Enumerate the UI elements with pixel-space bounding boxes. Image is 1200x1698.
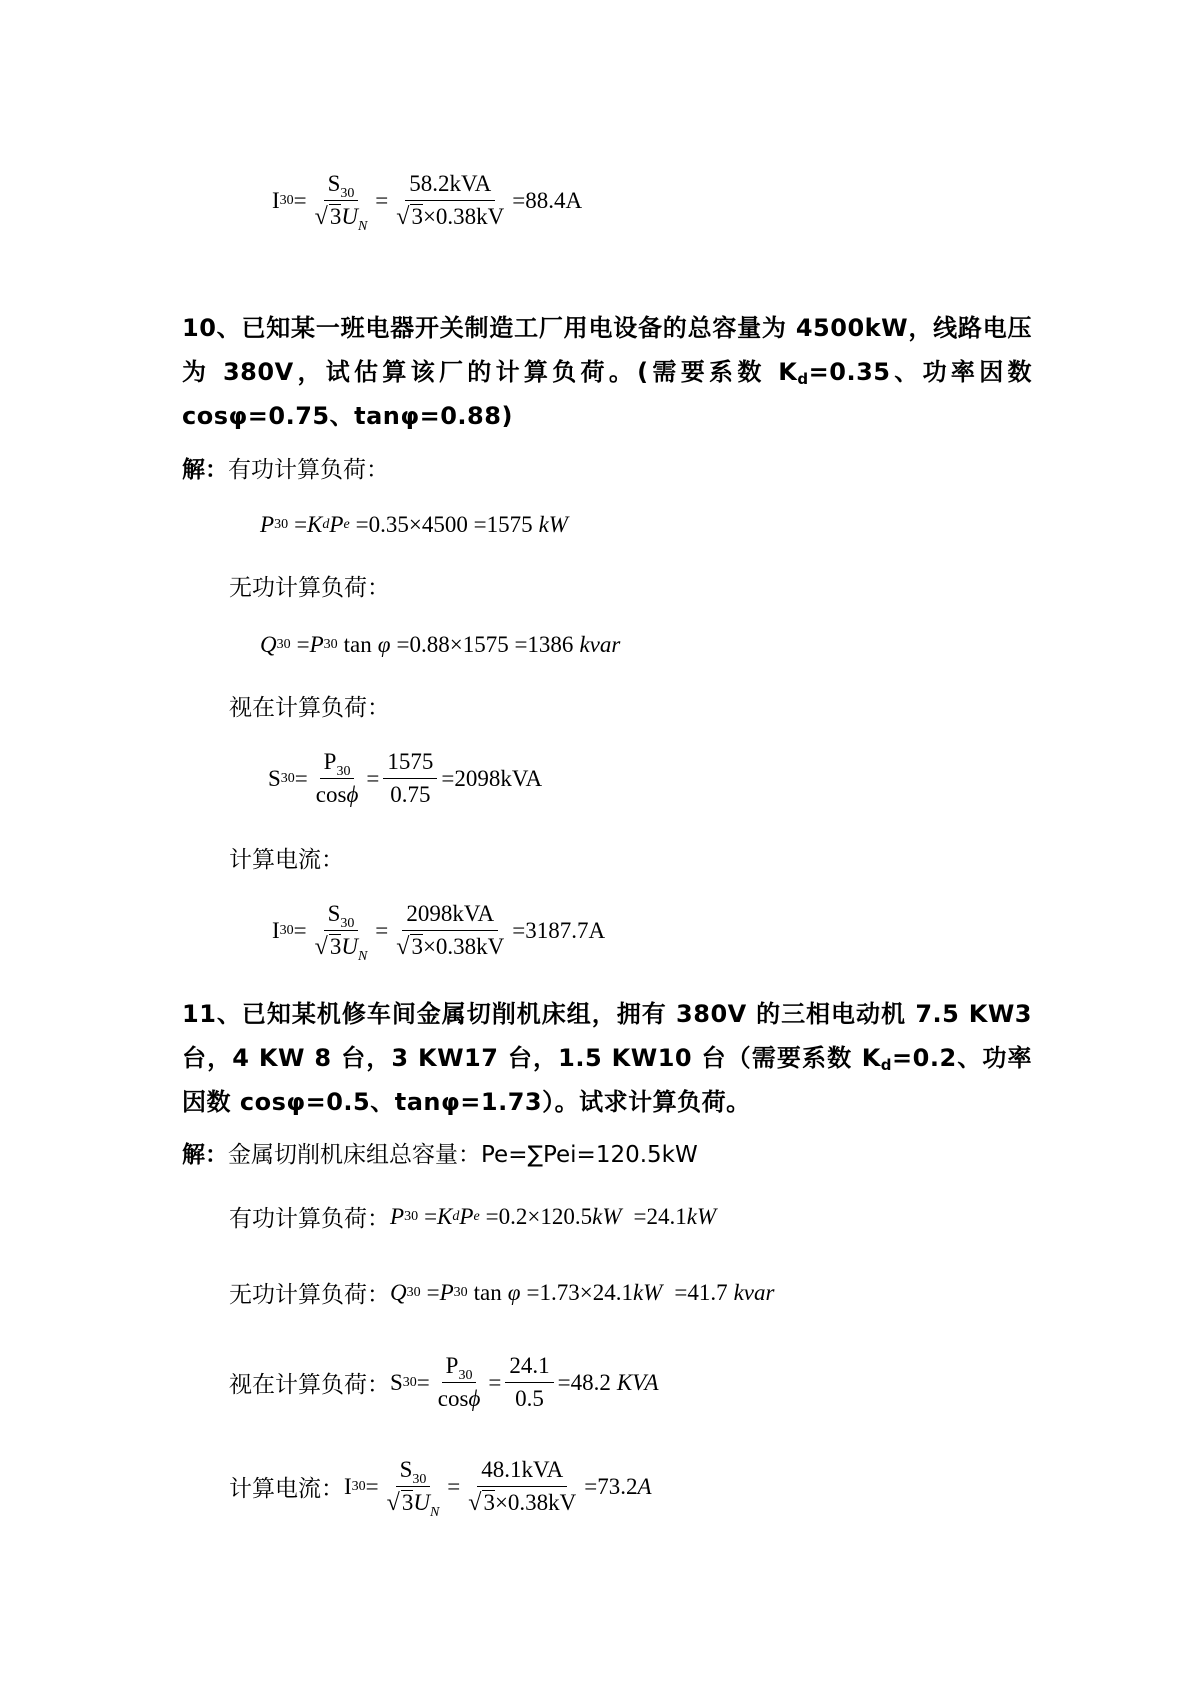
p10-apparent-label: 视在计算负荷： — [229, 695, 390, 721]
p11-active-load-equation: 有功计算负荷： P 30 = K d P e =0.2×120.5 kW =24.1 kW — [229, 1203, 717, 1232]
p10-reactive-label: 无功计算负荷： — [229, 575, 390, 601]
fraction: $\frac{P_{30}}{\cos\phi}$ — [315, 749, 359, 807]
top-current-equation: I 30 = $S_{30}$ √ 3 $U_N$ = 58.2kVA √ 3 ×0.38kV =88.4A — [272, 171, 583, 234]
problem-10-text: 10、已知某一班电器开关制造工厂用电设备的总容量为 4500kW，线路电压为 380V，试估算该厂的计算负荷。(需要系数 $K_d=0.35$、功率因数 cosφ=0.75、tanφ=0.88) — [182, 314, 1032, 430]
problem-11-solution-line: 解：金属切削机床组总容量：Pe=∑Pei=120.5kW — [182, 1142, 698, 1168]
p11-reactive-load-equation: 无功计算负荷： Q 30 = P 30 tan φ =1.73×24.1 kW =41.7 kvar — [229, 1279, 775, 1308]
fraction: 2098kVA √ 3 ×0.38kV — [396, 901, 505, 960]
problem-11-text: 11、已知某机修车间金属切削机床组，拥有 380V 的三相电动机 7.5 KW3 台，4 KW 8 台，3 KW17 台，1.5 KW10 台（需要系数 $K_d=0.2$、功率因数 cosφ=0.5、tanφ=1.73）。试求计算负荷。 — [182, 1000, 1033, 1116]
p10-reactive-load-equation: Q 30 = P 30 tan φ =0.88×1575 =1386 kvar — [260, 632, 621, 657]
p10-current-equation: I 30 = $S_{30}$ √ 3 $U_N$ = 2098kVA √ 3 ×0.38kV =3187.7A — [272, 901, 606, 964]
fraction: $\frac{P_{30}}{\cos\phi}$ — [437, 1353, 481, 1411]
problem-10-solution-line: 解：有功计算负荷： — [182, 457, 389, 483]
fraction: 48.1kVA √ 3 ×0.38kV — [468, 1457, 577, 1516]
p10-active-load-equation: P 30 = K d P e =0.35×4500 =1575 kW — [260, 512, 568, 537]
fraction: 58.2kVA √ 3 ×0.38kV — [396, 171, 505, 230]
fraction: $\frac{24.1}{0.5}$ — [505, 1352, 553, 1413]
fraction: $S_{30}$ √ 3 $U_N$ — [314, 171, 368, 234]
fraction: $\frac{1575}{0.75}$ — [383, 748, 437, 809]
fraction: $S_{30}$ √ 3 $U_N$ — [314, 901, 368, 964]
p11-apparent-load-equation: 视在计算负荷： S 30 = $\frac{P_{30}}{\cos\phi}$ = $\frac{24.1}{0.5}$ =48.2 KVA — [229, 1353, 659, 1411]
fraction: $S_{30}$ √ 3 $U_N$ — [386, 1457, 440, 1520]
p10-apparent-load-equation: S 30 = $\frac{P_{30}}{\cos\phi}$ = $\frac{1575}{0.75}$ =2098kVA — [268, 749, 543, 807]
p10-current-label: 计算电流： — [229, 847, 344, 873]
p11-current-equation: 计算电流： I 30 = $S_{30}$ √ 3 $U_N$ = 48.1kVA √ 3 ×0.38kV =73.2 A — [229, 1457, 652, 1520]
